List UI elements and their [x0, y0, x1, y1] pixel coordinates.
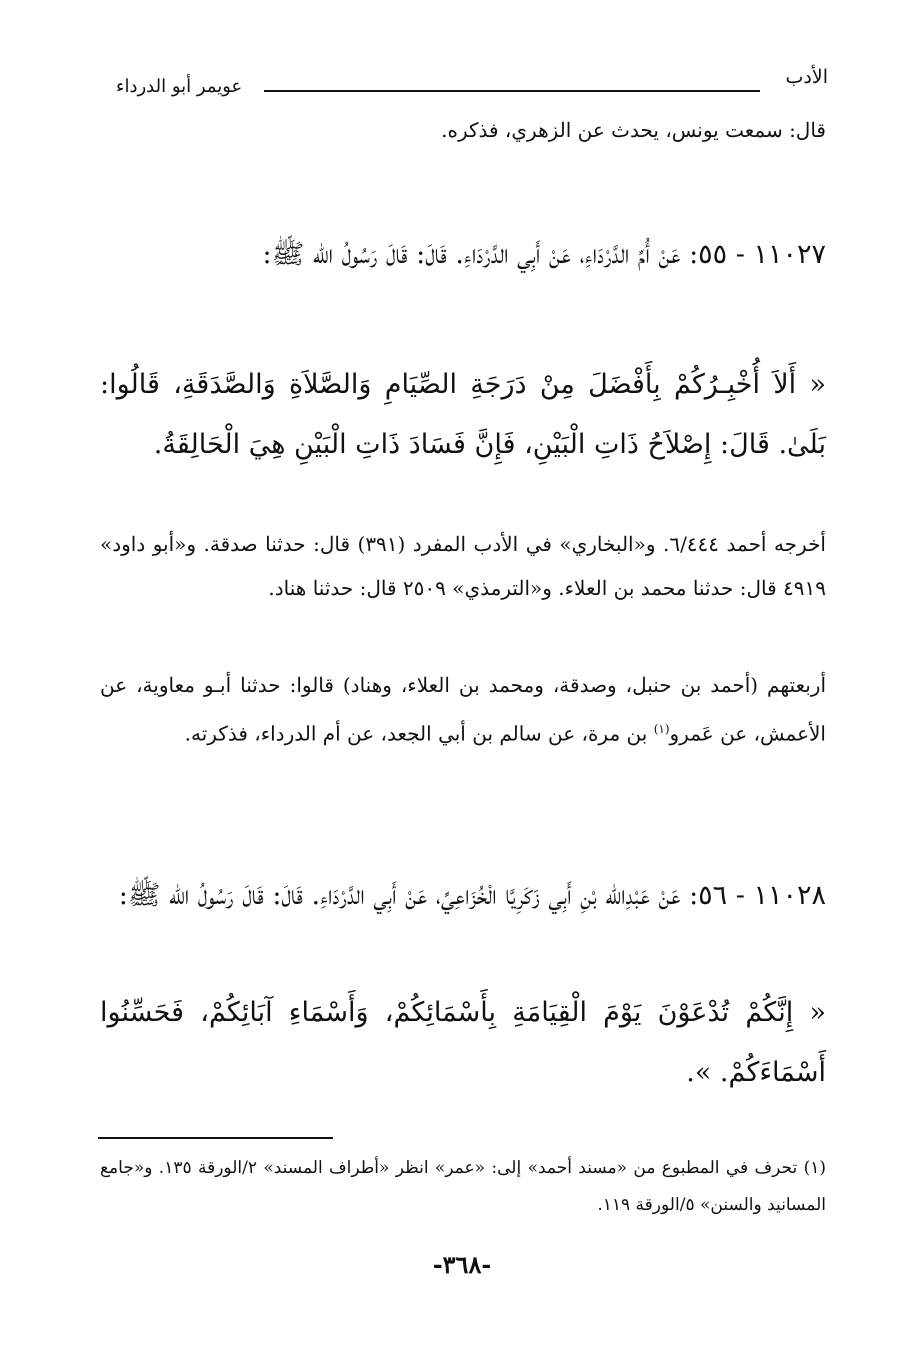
footnote: (١) تحرف في المطبوع من «مسند أحمد» إلى: «عمر» انظر «أطراف المسند» ٢/الورقة ١٣٥. و«جامع المسانيد والسنن» ٥/الورقة ١١٩. — [100, 1158, 826, 1215]
hadith-1-takhrij: أخرجه أحمد ٦/٤٤٤. و«البخاري» في الأدب المفرد (٣٩١) قال: حدثنا صدقة. و«أبو داود» ٤٩١٩ قال: حدثنا محمد بن العلاء. و«الترمذي» ٢٥٠٩ قال: حدثنا هناد. — [100, 532, 826, 600]
narration-text-cont: بن مرة، عن سالم بن أبي الجعد، عن أم الدرداء، فذكرته. — [184, 721, 654, 746]
hadith-2-matn: « إِنَّكُمْ تُدْعَوْنَ يَوْمَ الْقِيَامَةِ بِأَسْمَائِكُمْ، وَأَسْمَاءِ آبَائِكُمْ، فَحَسِّنُوا أَسْمَاءَكُمْ. ». — [100, 997, 826, 1088]
companion-name: عويمر أبو الدرداء — [116, 76, 243, 97]
chapter-title: الأدب — [785, 66, 828, 88]
narration-text: أربعتهم (أحمد بن حنبل، وصدقة، ومحمد بن العلاء، وهناد) قالوا: حدثنا أبـو معاوية، عن الأعمش، عن عَمرو — [100, 673, 826, 746]
running-header — [116, 66, 828, 96]
footnote-rule — [98, 1137, 333, 1139]
page-number: -٣٦٨- — [432, 1250, 492, 1279]
header-rule — [264, 90, 760, 92]
hadith-1-matn: « أَلاَ أُخْبِـرُكُمْ بِأَفْضَلَ مِنْ دَرَجَةِ الصِّيَامِ وَالصَّلاَةِ وَالصَّدَقَةِ، قَالُوا: بَلَىٰ. قَالَ: إِصْلاَحُ ذَاتِ الْبَيْنِ، فَإِنَّ فَسَادَ ذَاتِ الْبَيْنِ هِيَ الْحَالِقَةُ. — [100, 369, 826, 460]
hadith-1-isnad: ١١٠٢٧ - ٥٥: عَنْ أُمِّ الدَّرْدَاءِ، عَنْ أَبِي الدَّرْدَاءِ. قَالَ: قَالَ رَسُولُ الله ﷺ: — [262, 239, 826, 270]
intro-line: قال: سمعت يونس، يحدث عن الزهري، فذكره. — [441, 118, 826, 142]
hadith-2-isnad: ١١٠٢٨ - ٥٦: عَنْ عَبْدِالله بْنِ أَبِي زَكَرِيَّا الْخُزَاعِيِّ، عَنْ أَبِي الدَّرْدَاءِ. قَالَ: قَالَ رَسُولُ الله ﷺ: — [118, 880, 826, 911]
footnote-ref: (١) — [653, 722, 670, 736]
hadith-1-narration — [100, 663, 826, 756]
